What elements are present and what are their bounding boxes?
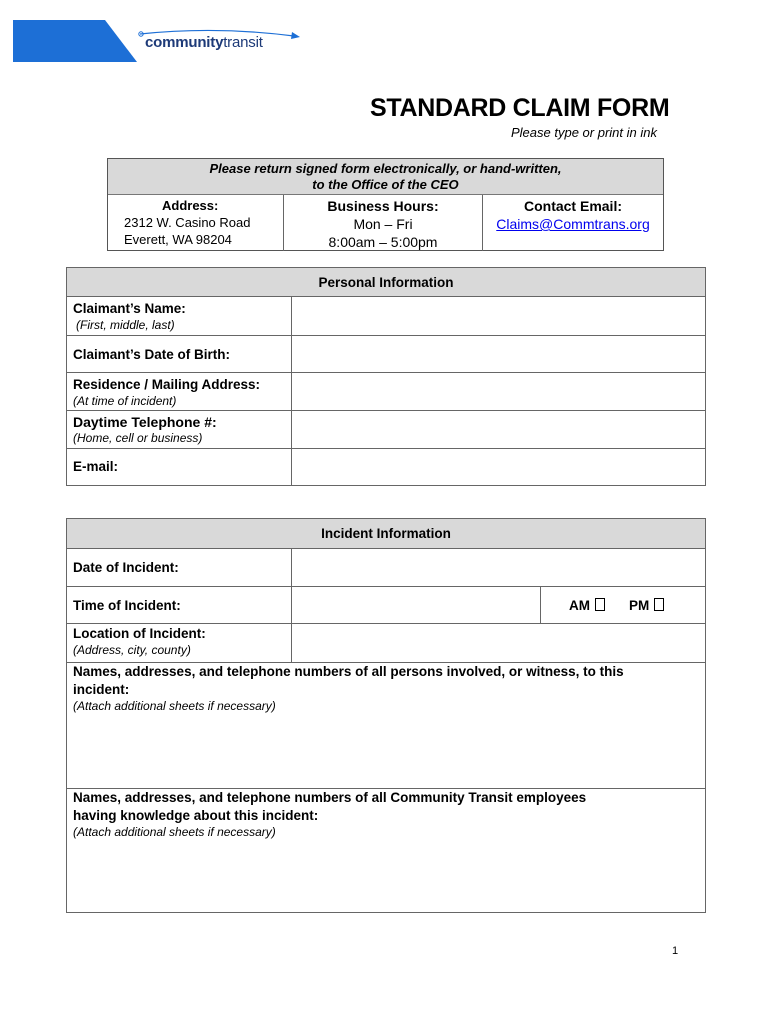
email-block: [483, 197, 663, 233]
claimant-name-field[interactable]: [292, 297, 705, 335]
personal-info-heading: Personal Information: [67, 268, 705, 297]
instruction-line-2: to the Office of the CEO: [312, 177, 459, 192]
persons-involved-hint: (Attach additional sheets if necessary): [73, 699, 276, 713]
column-divider: [540, 586, 541, 623]
mailing-address-field[interactable]: [292, 372, 705, 410]
page-number: 1: [672, 945, 679, 957]
instruction-line-1: Please return signed form electronically, or hand-written,: [209, 161, 562, 176]
pm-option[interactable]: [629, 598, 664, 613]
incident-time-label: Time of Incident:: [73, 598, 181, 613]
pm-label: PM: [629, 598, 650, 613]
incident-location-field[interactable]: [292, 623, 705, 662]
incident-info-table: [66, 518, 706, 913]
telephone-hint: (Home, cell or business): [73, 431, 203, 445]
page-subtitle: Please type or print in ink: [511, 125, 657, 140]
address-block: [124, 197, 250, 248]
address-label: Address:: [162, 198, 219, 213]
incident-location-hint: (Address, city, county): [73, 643, 191, 657]
employees-label-2: having knowledge about this incident:: [73, 808, 319, 823]
claimant-name-label: Claimant’s Name:: [73, 301, 186, 316]
telephone-label: Daytime Telephone #:: [73, 414, 217, 430]
mailing-address-hint: (At time of incident): [73, 394, 177, 408]
incident-date-field[interactable]: [292, 549, 705, 586]
claimant-name-hint: (First, middle, last): [76, 318, 175, 332]
persons-involved-field[interactable]: [67, 715, 705, 788]
hours-block: [284, 197, 482, 251]
personal-info-table: [66, 267, 706, 486]
persons-involved-label-1: Names, addresses, and telephone numbers of all persons involved, or witness, to this: [73, 664, 624, 679]
logo-brand-light: transit: [223, 34, 263, 51]
incident-time-field[interactable]: [292, 586, 540, 623]
claimant-dob-label: Claimant’s Date of Birth:: [73, 347, 231, 362]
return-instructions: [108, 159, 663, 195]
am-option[interactable]: [569, 598, 605, 613]
telephone-field[interactable]: [292, 410, 705, 448]
logo-band: [13, 20, 137, 62]
pm-checkbox[interactable]: [654, 598, 664, 611]
row-divider: [67, 788, 705, 789]
page-title: STANDARD CLAIM FORM: [370, 94, 670, 122]
am-checkbox[interactable]: [595, 598, 605, 611]
address-line-1: 2312 W. Casino Road: [124, 215, 251, 230]
mailing-address-label: Residence / Mailing Address:: [73, 377, 261, 392]
logo-brand-bold: community: [145, 34, 224, 51]
email-link[interactable]: Claims@Commtrans.org: [496, 216, 650, 232]
employees-label-1: Names, addresses, and telephone numbers of all Community Transit employees: [73, 790, 587, 805]
hours-label: Business Hours:: [327, 198, 439, 214]
email-label: Contact Email:: [523, 198, 622, 214]
incident-date-label: Date of Incident:: [73, 560, 179, 575]
am-label: AM: [569, 598, 590, 613]
hours-days: Mon – Fri: [353, 216, 413, 232]
email-field-label: E-mail:: [73, 459, 119, 474]
address-line-2: Everett, WA 98204: [124, 232, 232, 247]
logo: [145, 34, 263, 51]
claimant-dob-field[interactable]: [292, 335, 705, 372]
email-field[interactable]: [292, 448, 705, 485]
incident-info-heading: Incident Information: [67, 519, 705, 549]
employees-field[interactable]: [67, 841, 705, 912]
hours-time: 8:00am – 5:00pm: [328, 234, 438, 250]
incident-location-label: Location of Incident:: [73, 626, 206, 641]
employees-hint: (Attach additional sheets if necessary): [73, 825, 276, 839]
return-instructions-box: [107, 158, 664, 251]
persons-involved-label-2: incident:: [73, 682, 130, 697]
row-divider: [67, 662, 705, 663]
